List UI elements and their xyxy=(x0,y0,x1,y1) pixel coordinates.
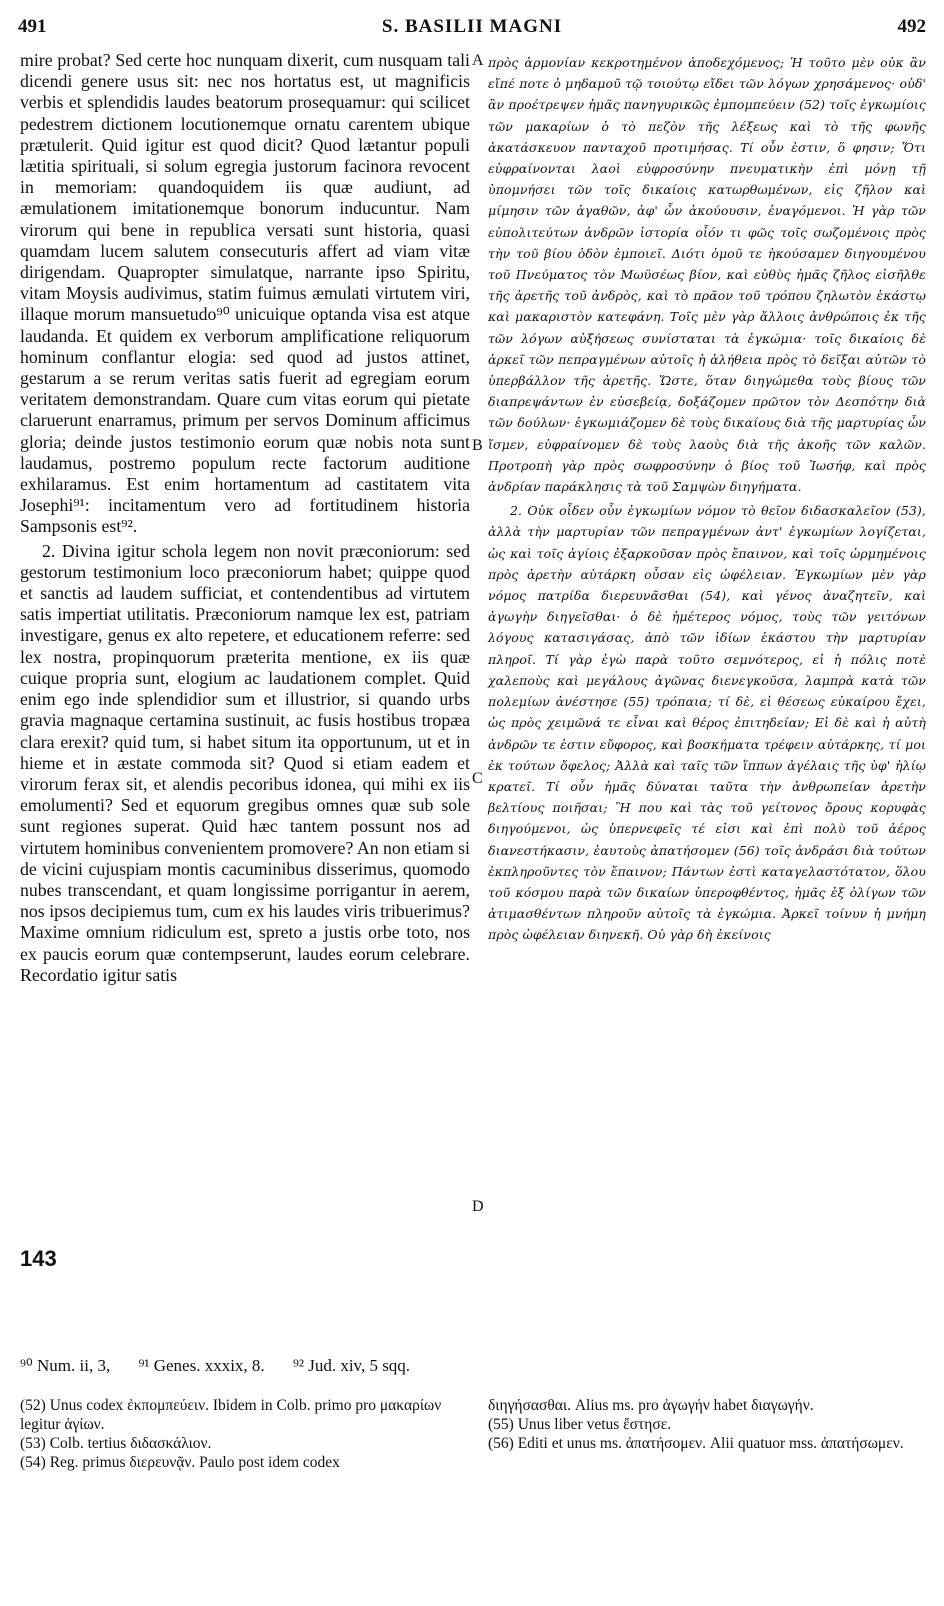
reference-91: ⁹¹ Genes. xxxix, 8. xyxy=(138,1356,265,1375)
footnote: διηγήσασθαι. Alius ms. pro ἀγωγήν habet διαγωγήν. xyxy=(488,1397,814,1414)
page-header xyxy=(18,16,926,44)
footnote: (54) Reg. primus διερευνᾷν. Paulo post idem codex xyxy=(20,1454,340,1471)
footnote: (52) Unus codex ἐκπομπεύειν. Ibidem in Colb. primo pro μακαρίων legitur ἁγίων. xyxy=(20,1397,442,1433)
footnote: (55) Unus liber vetus ἔστησε. xyxy=(488,1416,672,1433)
greek-column xyxy=(488,52,926,946)
margin-letter-b: B xyxy=(472,437,483,454)
running-title: S. BASILII MAGNI xyxy=(381,16,563,37)
page-number-right: 492 xyxy=(897,16,926,37)
reference-92: ⁹² Jud. xiv, 5 sqq. xyxy=(292,1356,411,1375)
footnote: (56) Editi et unus ms. ἀπατήσομεν. Alii quatuor mss. ἀπατήσωμεν. xyxy=(488,1435,904,1452)
latin-paragraph-2: 2. Divina igitur schola legem non novit præconiorum: sed gestorum testimonium loco præconiorum habet; quippe quod et sanctis ad laudem sufficiat, et contendentibus ad virtutem satis impertiat utilitatis. Præconiorum namque lex est, patriam investigare, genus ex alto repetere, et educationem referre: sed lex nostra, propinquorum præterita mentione, ex iis quæ cuique propria sunt, elogium ac laudationem complet. Quid enim ego inde splendidior sum et illustrior, si quando urbs gravia magnaque certamina sustinuit, ac fusis hostibus tropæa clara erexit? quid tum, si habet situm ita opportunum, ut et in hieme et in æstate commoda sit? Quod si etiam eadem et virorum ferax sit, et alendis pecoribus idonea, qui mihi ex iis emolumenti? Sed et equorum gregibus omnes quæ sub sole sunt regiones superat. Quid hæc tantem possunt nos ad virtutem hominibus convenientem promovere? An non etiam si de vicini cujuspiam montis cacuminibus disserimus, quomodo nubes transcendant, et quam longissime porrigantur in aerem, nos ipsos decipiemus tum, cum ex his laudes viris tribuerimus? Maxime omnium ridiculum est, spreto a justis orbe toto, nos ex paucis eorum quæ contempserunt, laudes eorum celebrare. Recordatio igitur satis xyxy=(20,540,470,985)
greek-paragraph-1: πρὸς ἁρμονίαν κεκροτημένον ἀποδεχόμενος; Ἡ τοῦτο μὲν οὐκ ἂν εἴπέ ποτε ὁ μηδαμοῦ τῷ τοιούτῳ εἴδει τῶν λόγων χρησάμενος· οὐδ' ἂν προέτρεψεν ἡμᾶς πανηγυρικῶς ἐμπομπεύειν (52) τοῖς ἐγκωμίοις τῶν μακαρίων ὁ τὸ πεζὸν τῆς λέξεως καὶ τὸ τῆς φωνῆς ἀκατάσκευον πανταχοῦ προτιμήσας. Τί οὖν ἐστιν, ὅ φησιν; Ὅτι εὐφραίνονται λαοὶ εὐφροσύνην πνευματικὴν ἐπὶ μόνῃ τῇ ὑπομνήσει τῶν τοῖς δικαίοις κατωρθωμένων, εἰς ζῆλον καὶ μίμησιν τῶν ἀγαθῶν, ἀφ' ὧν ἀκούουσιν, ἐναγόμενοι. Ἡ γὰρ τῶν εὐπολιτεύτων ἀνδρῶν ἱστορία οἷόν τι φῶς τοῖς σωζομένοις πρὸς τὴν τοῦ βίου ὁδὸν ἐμποιεῖ. Διότι ὁμοῦ τε ἠκούσαμεν διηγουμένου τοῦ Πνεύματος τὸν Μωϋσέως βίον, καὶ εὐθὺς ἡμᾶς ζῆλος εἰσῆλθε τῆς ἀρετῆς τοῦ ἀνδρὸς, καὶ τὸ πρᾶον τοῦ τρόπου ζηλωτὸν ἑκάστῳ καὶ μακαριστὸν κατεφάνη. Τοῖς μὲν γὰρ ἄλλοις ἀνθρώποις ἐκ τῆς τῶν λόγων αὐξήσεως συνίσταται τὰ ἐγκώμια· τοῖς δικαίοις δὲ ἀρκεῖ τῶν πεπραγμένων αὐτοῖς ἡ ἀλήθεια πρὸς τὸ δεῖξαι αὐτῶν τὸ ὑπερβάλλον τῆς ἀρετῆς. Ὥστε, ὅταν διηγώμεθα τοὺς βίους τῶν διαπρεψάντων ἐν εὐσεβείᾳ, δοξάζομεν πρῶτον τὸν Δεσπότην διὰ τῶν δούλων· ἐγκωμιάζομεν δὲ τοὺς δικαίους διὰ τῆς μαρτυρίας ὧν ἴσμεν, εὐφραίνομεν δὲ τοὺς λαοὺς διὰ τῆς ἀκοῆς τῶν καλῶν. Προτροπὴ γὰρ πρὸς σωφροσύνην ὁ βίος τοῦ Ἰωσήφ, καὶ πρὸς ἀνδρίαν παράκλησις τὰ τοῦ Σαμψὼν διηγήματα. xyxy=(488,55,926,495)
footnotes-right xyxy=(488,1396,926,1453)
column-number: 143 xyxy=(20,1246,57,1271)
footnote: (53) Colb. tertius διδασκάλιον. xyxy=(20,1435,212,1452)
scripture-references xyxy=(20,1356,920,1376)
margin-letter-a: A xyxy=(472,52,484,69)
latin-column xyxy=(20,50,470,986)
footnotes-left xyxy=(20,1396,470,1472)
margin-letter-d: D xyxy=(472,1198,484,1215)
latin-paragraph-1: mire probat? Sed certe hoc nunquam dixerit, cum nusquam tali dicendi genere usus sit: nec nos hortatus est, ut magnificis verbis et splendidis laudes beatorum prosequamur: qui scilicet pedestrem dictionem locutionemque ornatu carentem ubique prætulerit. Quid igitur est quod dicit? Quod lætantur populi lætitia spirituali, si solum egregia justorum facinora revocent in memoriam: quandoquidem iis quæ audiunt, ad æmulationem imitationemque bonorum inducuntur. Nam virorum qui bene in republica versati sunt historia, quasi quamdam lucem salutem consecuturis affert ad viam vitæ dirigendam. Quapropter simulatque, narrante ipso Spiritu, vitam Moysis audivimus, statim fuimus æmulati virtutem viri, illaque morum mansuetudo⁹⁰ unicuique optanda visa est atque laudanda. Et quidem ex verborum amplificatione reliquorum hominum conflantur elogia: sed quod ad justos attinet, gestarum a se rerum veritas satis fuerit ad egregiam eorum veritatem demonstrandam. Quare cum vitas eorum qui pietate claruerunt enarramus, primum per servos Dominum afficimus gloria; deinde justos testimonio eorum quæ nobis nota sunt laudamus, postremo populum recte factorum auditione exhilaramus. Est enim hortamentum ad castitatem vita Josephi⁹¹: incitamentum vero ad fortitudinem historia Sampsonis est⁹². xyxy=(20,50,470,537)
margin-letter-c: C xyxy=(472,770,483,787)
reference-90: ⁹⁰ Num. ii, 3, xyxy=(20,1356,111,1375)
page-number-left: 491 xyxy=(18,16,47,37)
greek-paragraph-2: 2. Οὐκ οἶδεν οὖν ἐγκωμίων νόμον τὸ θεῖον διδασκαλεῖον (53), ἀλλὰ τὴν μαρτυρίαν τῶν πεπραγμένων ἀντ' ἐγκωμίων λογίζεται, ὡς καὶ τοῖς ἁγίοις ἐξαρκοῦσαν πρὸς ἔπαινον, καὶ τοῖς ὡρμημένοις πρὸς ἀρετὴν αὐτάρκη οὖσαν εἰς ὠφέλειαν. Ἐγκωμίων μὲν γὰρ νόμος πατρίδα διερευνᾶσθαι (54), καὶ γένος ἀναζητεῖν, καὶ ἀγωγὴν διηγεῖσθαι· ὁ δὲ ἡμέτερος νόμος, τοὺς τῶν γειτόνων λόγους κατασιγάσας, ἀπὸ τῶν ἰδίων ἑκάστου τὴν μαρτυρίαν πληροῖ. Τί γὰρ ἐγὼ παρὰ τοῦτο σεμνότερος, εἰ ἡ πόλις ποτὲ χαλεποὺς καὶ μεγάλους ἀγῶνας διενεγκοῦσα, λαμπρὰ κατὰ τῶν πολεμίων ἀνέστησε (55) τρόπαια; τί δὲ, εἰ θέσεως εὐκαίρου ἔχει, ὡς πρὸς χειμῶνά τε εἶναι καὶ θέρος ἐπιτηδείαν; Εἰ δὲ καὶ ἡ αὐτὴ ἀνδρῶν τε ἐστιν εὔφορος, καὶ βοσκήματα τρέφειν αὐτάρκης, τί μοι ἐκ τούτων ὄφελος; Ἀλλὰ καὶ ταῖς τῶν ἵππων ἀγέλαις τῆς ὑφ' ἡλίῳ κρατεῖ. Τί οὖν ἡμᾶς δύναται ταῦτα τὴν ἀνθρωπείαν ἀρετὴν βελτίους ποιῆσαι; Ἢ που καὶ τὰς τοῦ γείτονος ὄρους κορυφὰς διηγούμενοι, ὡς ὑπερνεφεῖς τέ εἰσι καὶ ἐπὶ πολὺ τοῦ ἀέρος διανεστήκασιν, ἑαυτοὺς ἀπατήσομεν (56) τοῖς ἀνδράσι διὰ τούτων ἐκπληροῦντες τὸν ἔπαινον; Πάντων ἐστὶ καταγελαστότατον, ὅλου τοῦ κόσμου παρὰ τῶν δικαίων ὑπεροφθέντος, ἡμᾶς ἐξ ὀλίγων τῶν ἀτιμασθέντων πληροῦν αὐτοῖς τὰ ἐγκώμια. Ἀρκεῖ τοίνυν ἡ μνήμη πρὸς ὠφέλειαν διηνεκῆ. Οὐ γὰρ δὴ ἐκείνοις xyxy=(488,503,926,943)
